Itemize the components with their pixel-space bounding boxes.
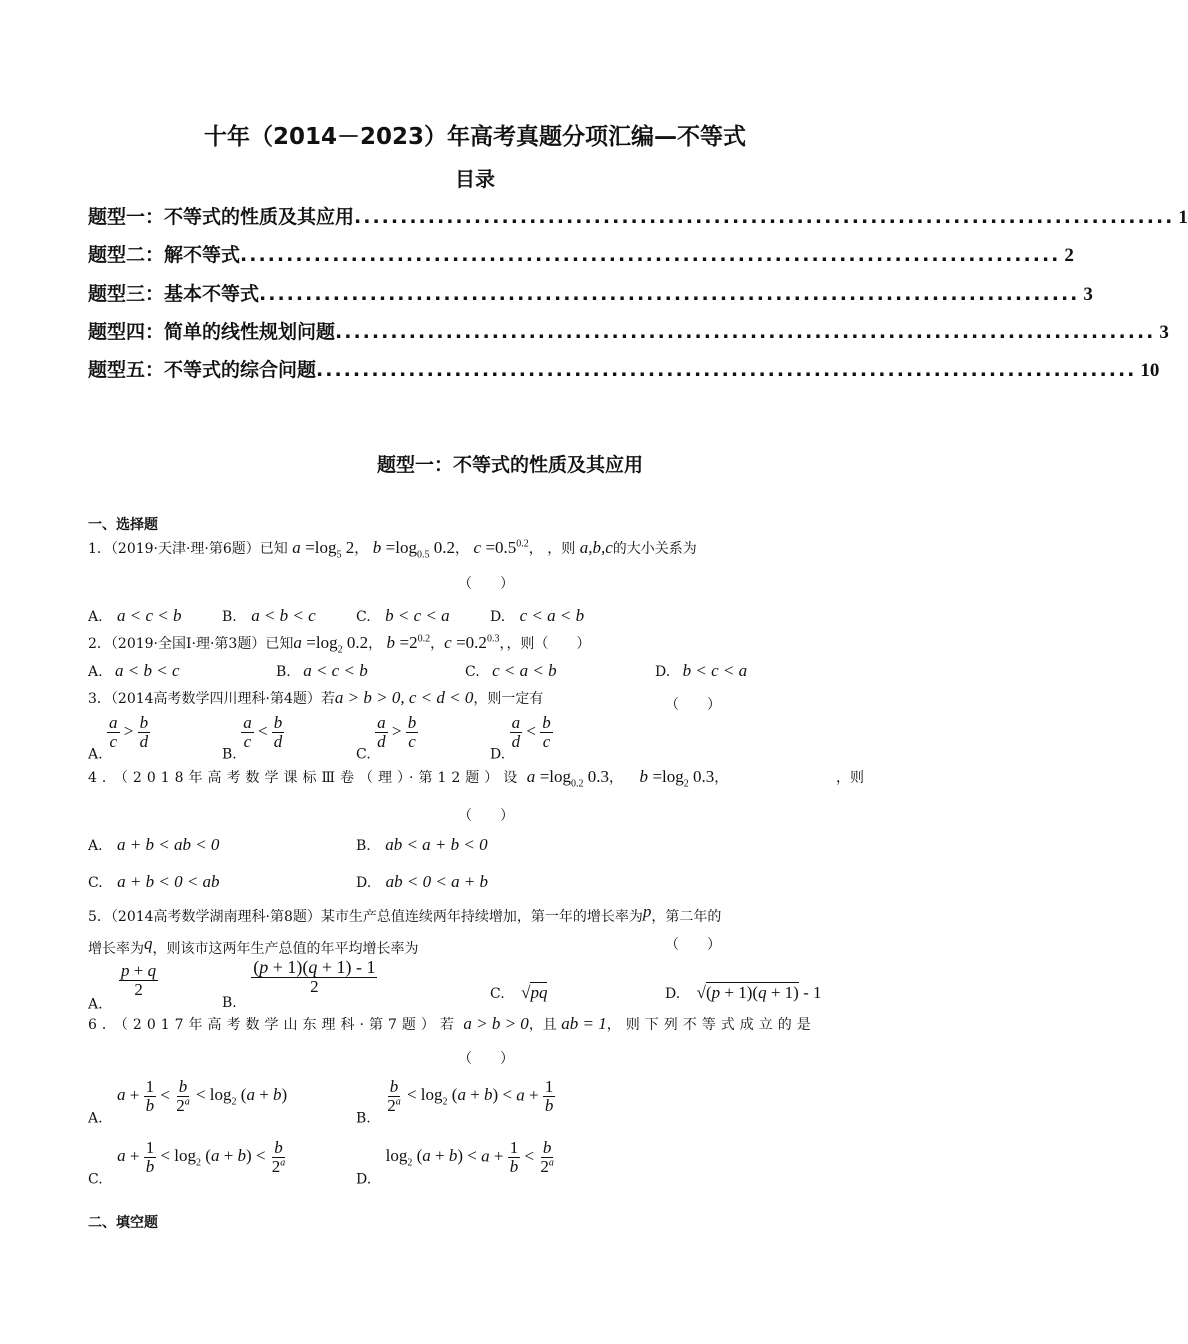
q5-option-d[interactable]: D. √(p + 1)(q + 1) - 1 — [665, 983, 822, 1002]
toc-item-page: 3 — [1083, 284, 1093, 305]
question-6-stem: 6．（2017年高考数学山东理科·第7题）若 a > b > 0，且 ab = 1，则下列不等式成立的是 — [88, 1014, 816, 1033]
toc-item-page: 2 — [1064, 245, 1074, 266]
toc-leader: ......................................................................................... — [335, 321, 1156, 343]
toc-item[interactable] — [88, 355, 1160, 381]
q4-option-b[interactable]: B. ab < a + b < 0 — [356, 835, 488, 854]
q6-option-b[interactable]: B. $\frac{b}{2^a}$ < $\log_2 (a + b) < a$ + $\frac{1}{b}$ — [356, 1077, 554, 1127]
part-heading-fill: 二、填空题 — [88, 1215, 158, 1231]
document-title: 十年（2014－2023）年高考真题分项汇编—不等式 — [203, 124, 747, 150]
q3-cond: a > b > 0, c < d < 0 — [334, 688, 474, 707]
toc-item-label: 题型四：简单的线性规划问题 — [88, 321, 336, 343]
toc-item-label: 题型五：不等式的综合问题 — [88, 359, 317, 381]
toc-item-page: 1 — [1178, 207, 1188, 228]
q4-tail: ，则 — [836, 770, 864, 786]
toc-item[interactable] — [88, 279, 1093, 305]
toc-leader: ......................................................................................... — [354, 206, 1175, 228]
question-5-line-2: 增长率为q，则该市这两年生产总值的年平均增长率为 — [88, 934, 419, 957]
q2-option-b[interactable]: B. a < c < b — [276, 661, 368, 680]
q6-option-c[interactable]: C. a + $\frac{1}{b}$ < $\log_2 (a + b)$ < $\frac{b}{2^a}$ — [88, 1138, 286, 1188]
q1-prefix: 1．（2019·天津·理·第6题）已知 — [88, 541, 288, 557]
part-heading-choice: 一、选择题 — [88, 517, 158, 533]
toc-leader: ......................................................................................... — [316, 359, 1137, 381]
question-2-stem: 2．（2019·全国Ⅰ·理·第3题）已知$a =\log_2$ 0.2， $b =2^{0.2}$，$c =0.2^{0.3}$，，则（ ） — [88, 633, 591, 656]
q2-option-d[interactable]: D. b < c < a — [655, 661, 748, 680]
q1-end: 的大小关系为 — [612, 541, 697, 557]
q3-option-b[interactable]: B. $\frac{a}{c}$ < $\frac{b}{d}$ — [222, 713, 283, 763]
toc-item-label: 题型一：不等式的性质及其应用 — [88, 206, 355, 228]
q2-tail: ，则（ ） — [506, 636, 591, 652]
toc-item[interactable] — [88, 317, 1169, 343]
toc-item-label: 题型二：解不等式 — [88, 244, 241, 266]
q4-prefix: 4．（2018年高考数学课标Ⅲ卷（理）·第12题）设 — [88, 770, 523, 786]
q2-option-a[interactable]: A. a < b < c — [88, 661, 180, 680]
question-5-line-1: 5．（2014高考数学湖南理科·第8题）某市生产总值连续两年持续增加，第一年的增长率为p，第二年的 — [88, 902, 722, 925]
q3-option-c[interactable]: C. $\frac{a}{d}$ > $\frac{b}{c}$ — [356, 713, 417, 763]
q4-option-d[interactable]: D. ab < 0 < a + b — [356, 872, 489, 891]
q1-vars: a,b,c — [579, 538, 613, 557]
answer-paren: （ ） — [458, 1051, 514, 1067]
q5-option-c[interactable]: C. √pq — [490, 983, 548, 1002]
toc-item[interactable] — [88, 240, 1074, 266]
toc-heading: 目录 — [455, 167, 495, 191]
q4-option-a[interactable]: A. a + b < ab < 0 — [88, 835, 220, 854]
q1-tail: ，则 — [547, 541, 576, 557]
toc-item-label: 题型三：基本不等式 — [88, 283, 260, 305]
toc-item-page: 10 — [1140, 360, 1160, 381]
q3-tail: ，则一定有 — [473, 691, 544, 707]
answer-paren: （ ） — [458, 808, 514, 824]
toc-item-page: 3 — [1159, 322, 1169, 343]
section-title: 题型一：不等式的性质及其应用 — [376, 454, 643, 476]
q5-option-b[interactable]: B. $\frac{(p + 1)(q + 1) - 1}{2}$ — [222, 957, 376, 1011]
q3-prefix: 3．（2014高考数学四川理科·第4题）若 — [88, 691, 335, 707]
q1-option-d[interactable]: D. c < a < b — [490, 606, 585, 625]
question-1-stem: 1．（2019·天津·理·第6题）已知 $a =\log_5$ 2， $b =\log_{0.5}$ 0.2， $c =0.5^{0.2}$， ，则 a,b,c的大小关系为 — [88, 538, 697, 561]
toc-item[interactable] — [88, 202, 1188, 228]
answer-paren: （ ） — [458, 576, 514, 592]
toc-leader: ......................................................................................... — [259, 283, 1080, 305]
q2-option-c[interactable]: C. c < a < b — [465, 661, 557, 680]
q6-option-a[interactable]: A. a + $\frac{1}{b}$ < $\frac{b}{2^a}$ < $\log_2 (a + b)$ — [88, 1077, 288, 1127]
question-3-stem — [88, 688, 543, 708]
q3-option-a[interactable]: A. $\frac{a}{c}$ > $\frac{b}{d}$ — [88, 713, 149, 763]
q4-option-c[interactable]: C. a + b < 0 < ab — [88, 872, 220, 891]
q5-option-a[interactable]: A. $\frac{p + q}{2}$ — [88, 961, 157, 1013]
answer-paren: （ ） — [665, 697, 721, 713]
q2-prefix: 2．（2019·全国Ⅰ·理·第3题）已知 — [88, 636, 294, 652]
q1-option-a[interactable]: A. a < c < b — [88, 606, 182, 625]
answer-paren: （ ） — [665, 937, 721, 953]
question-4-stem: 4．（2018年高考数学课标Ⅲ卷（理）·第12题）设 $a =\log_{0.2}$ 0.3， $b =\log_2$ 0.3， ，则 — [88, 767, 864, 790]
q1-option-c[interactable]: C. b < c < a — [356, 606, 450, 625]
toc-leader: ......................................................................................... — [240, 244, 1061, 266]
q6-option-d[interactable]: D. $\log_2 (a + b) < a$ + $\frac{1}{b}$ < $\frac{b}{2^a}$ — [356, 1138, 554, 1188]
q3-option-d[interactable]: D. $\frac{a}{d}$ < $\frac{b}{c}$ — [490, 713, 551, 763]
q1-option-b[interactable]: B. a < b < c — [222, 606, 316, 625]
